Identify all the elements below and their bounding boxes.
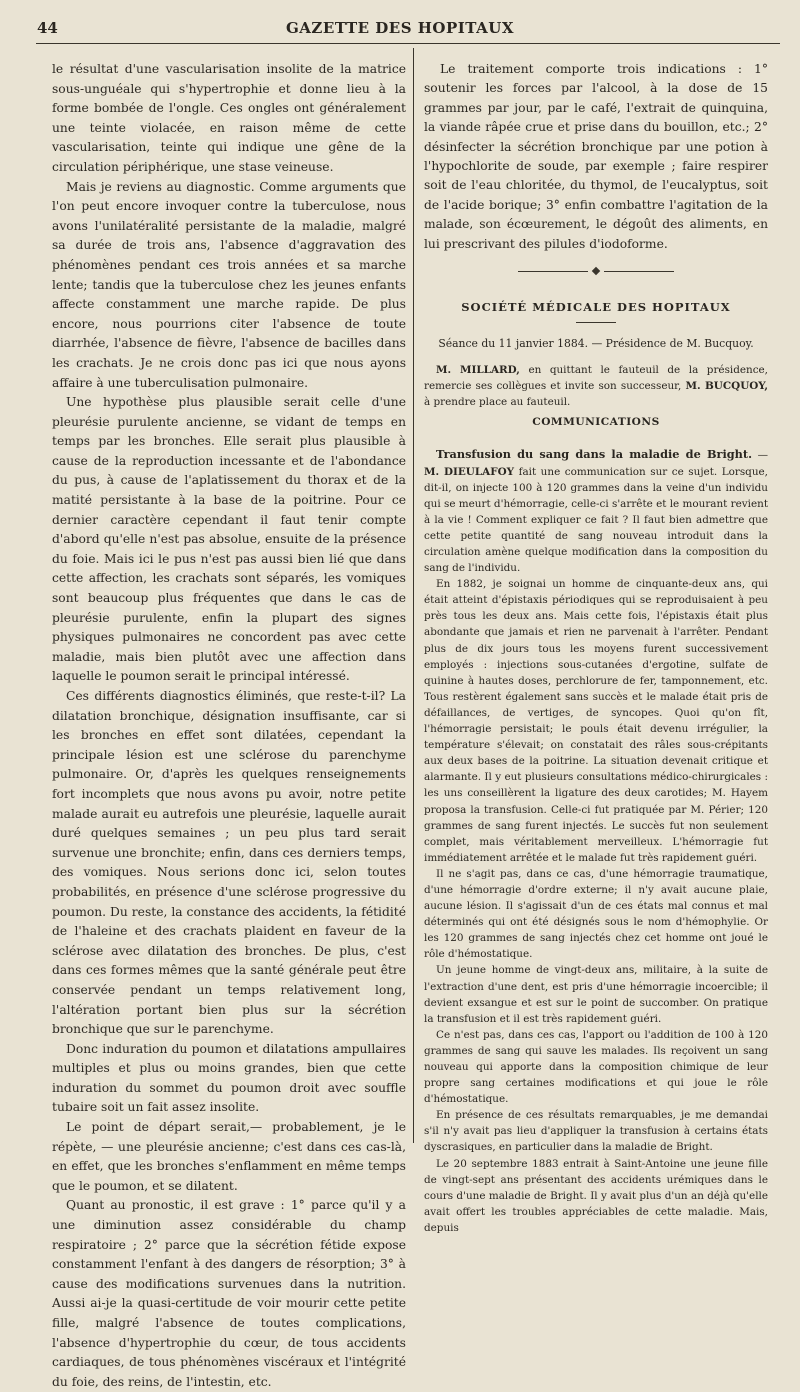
running-title: GAZETTE DES HOPITAUX — [285, 19, 514, 37]
paragraph: Ces différents diagnostics éliminés, que reste-t-il? La dilatation bronchique, désignation insuffisante, car si les bronches en effet sont dilatées, cependant la principale lésion est une sclérose du parenchyme pulmonaire. Or, d'après les quelques renseignements fort incomplets que nous avons pu avoir, notre petite malade aurait eu autrefois une pleurésie, laquelle aurait duré quelques semaines ; un peu plus tard serait survenue une bronchite; enfin, dans ces derniers temps, des vomiques. Nous serions donc ici, selon toutes probabilités, en présence d'une sclérose progressive du poumon. Du reste, la constance des accidents, la fétidité de l'haleine et des crachats plaident en faveur de la sclérose avec dilatation des bronches. De plus, c'est dans ces formes mêmes que la santé générale peut être conservée pendant un temps relativement long, l'altération portant bien plus sur la sécrétion bronchique que sur le parenchyme. — [52, 689, 406, 1037]
paragraph: En 1882, je soignai un homme de cinquante-deux ans, qui était atteint d'épistaxis périodiques qui se reproduisaient à peu près tous les deux ans. Mais cette fois, l'épistaxis était plus abondante que jamais et rien ne parvenait à l'arrêter. Pendant plus de dix jours tous les moyens furent successivement employés : injections sous-cutanées d'ergotine, sulfate de quinine à hautes doses, perchlorure de fer, tamponnement, etc. Tous restèrent également sans succès et le malade était pris de défaillances, de vertiges, de syncopes. Quoi qu'on fît, l'hémorragie persistait; le pouls était devenu irrégulier, la température s'élevait; on constatait des râles sous-crépitants aux deux bases de la poitrine. La situation devenait critique et alarmante. Il y eut plusieurs consultations médico-chirurgicales : les uns conseillèrent la ligature des deux carotides; M. Hayem proposa la transfusion. Celle-ci fut pratiquée par M. Périer; 120 grammes de sang furent injectés. Le succès fut non seulement complet, mais véritablement merveilleux. L'hémorragie fut immédiatement arrêtée et le malade fut très rapidement guéri. — [424, 578, 768, 864]
paragraph: Le 20 septembre 1883 entrait à Saint-Antoine une jeune fille de vingt-sept ans présentant des accidents urémiques dans le cours d'une maladie de Bright. Il y avait plus d'un an déjà qu'elle avait offert les troubles appréciables de cette maladie. Mais, depuis — [424, 1157, 768, 1234]
text-run: en quittant le fauteuil de la présidence, remercie ses collègues et invite son successeur, — [424, 364, 768, 393]
paragraph: le résultat d'une vascularisation insolite de la matrice sous-unguéale qui s'hypertrophie et donne lieu à la forme bombée de l'ongle. Ces ongles ont généralement une teinte violacée, en raison même de cette vascularisation, teinte qui indique une gêne de la circulation périphérique, une stase veineuse. — [52, 62, 406, 174]
text-run: fait une communication sur ce sujet. Lorsque, dit-il, on injecte 100 à 120 grammes dans la veine d'un individu qui se meurt d'hémorragie, celle-ci s'arrête et le mourant revient à la vie ! Comment expliquer ce fait ? Il faut bien admettre que cette petite quantité de sang nouveau introduit dans la circulation amène quelque modification dans la composition du sang de l'individu. — [424, 465, 768, 575]
page-number: 44 — [37, 19, 58, 37]
section-title: Transfusion du sang dans la maladie de Bright. — [436, 447, 753, 462]
speaker-name: M. BUCQUOY, — [685, 380, 768, 393]
paragraph: Il ne s'agit pas, dans ce cas, d'une hémorragie traumatique, d'une hémorragie d'ordre externe; il n'y avait aucune plaie, aucune lésion. Il s'agissait d'un de ces états mal connus et mal déterminés qui ont été désignés sous le nom d'hémophylie. Or les 120 grammes de sang injectés chez cet homme ont joué le rôle d'hémostatique. — [424, 867, 768, 961]
communications-heading: COMMUNICATIONS — [532, 416, 660, 429]
left-column — [52, 60, 406, 1392]
paragraph: Donc induration du poumon et dilatations ampullaires multiples et plus ou moins grandes, bien que cette induration du sommet du poumon droit avec souffle tubaire soit un fait assez insolite. — [52, 1041, 406, 1115]
diamond-icon — [592, 267, 600, 275]
transfusion-paragraph — [424, 446, 768, 576]
paragraph: Ce n'est pas, dans ces cas, l'apport ou l'addition de 100 à 120 grammes de sang qui sauve les malades. Ils reçoivent un sang nouveau qui apporte dans la composition chimique de leur propre sang certaines modifications et qui joue le rôle d'hémostatique. — [424, 1028, 768, 1106]
paragraph: Une hypothèse plus plausible serait celle d'une pleurésie purulente ancienne, se vidant de temps en temps par les bronches. Elle serait plus plausible à cause de la reproduction incessante et de l'abondance du pus, à cause de l'aplatissement du thorax et de la matité persistante à la base de la poitrine. Pour ce dernier caractère cependant il faut tenir compte d'abord qu'elle n'est pas absolue, ensuite de la présence du foie. Mais ici le pus n'est pas aussi bien lié que dans cette affection, les crachats sont séparés, les vomiques sont beaucoup plus fréquentes que dans le cas de pleurésie purulente, enfin la plupart des signes physiques pulmonaires ne concordent pas avec cette maladie, mais bien plutôt avec une affection dans laquelle le poumon serait le principal intéressé. — [52, 395, 406, 684]
ornament-line — [518, 271, 588, 272]
paragraph: Quant au pronostic, il est grave : 1° parce qu'il y a une diminution assez considérable du champ respiratoire ; 2° parce que la sécrétion fétide expose constamment l'enfant à des dangers de résorption; 3° à cause des modifications survenues dans la nutrition. Aussi ai-je la quasi-certitude de voir mourir cette petite fille, malgré l'absence de toutes complications, l'absence d'hypertrophie du cœur, de tous accidents cardiaques, de tous phénomènes viscéraux et l'intégrité du foie, des reins, de l'intestin, etc. — [52, 1198, 406, 1389]
millard-paragraph — [424, 362, 768, 410]
header-rule — [36, 43, 780, 44]
society-report — [424, 362, 768, 1236]
seance-line: Séance du 11 janvier 1884. — Présidence de M. Bucquoy. — [438, 337, 754, 351]
treatment-paragraph: Le traitement comporte trois indications : 1° soutenir les forces par l'alcool, à la dose de 15 grammes par jour, par le café, l'extrait de quinquina, la viande râpée crue et prise dans du bouillon, etc.; 2° désinfecter la sécrétion bronchique par une potion à l'hypochlorite de soude, par exemple ; faire respirer soit de l'eau chloritée, du thymol, de l'eucalyptus, soit de l'acide borique; 3° enfin combattre l'agitation de la malade, son écœurement, le dégoût des aliments, en lui prescrivant des pilules d'iodoforme. — [424, 62, 768, 251]
paragraph: En présence de ces résultats remarquables, je me demandai s'il n'y avait pas lieu d'appliquer la transfusion à certains états dyscrasiques, en particulier dans la maladie de Bright. — [424, 1109, 768, 1154]
column-divider — [413, 48, 414, 1143]
speaker-name: M. MILLARD, — [436, 364, 520, 377]
section-ornament — [424, 260, 768, 282]
society-title: SOCIÉTÉ MÉDICALE DES HOPITAUX — [461, 300, 731, 315]
ornament-line — [604, 271, 674, 272]
paragraph: Un jeune homme de vingt-deux ans, militaire, à la suite de l'extraction d'une dent, est pris d'une hémorragie incoercible; il devient exsangue et est sur le point de succomber. On pratique la transfusion et il est très rapidement guéri. — [424, 964, 768, 1025]
right-column — [424, 60, 768, 1236]
paragraph: Mais je reviens au diagnostic. Comme arguments que l'on peut encore invoquer contre la tuberculose, nous avons l'unilatéralité persistante de la maladie, malgré sa durée de trois ans, l'absence d'aggravation des phénomènes pendant ces trois années et sa marche lente; tandis que la tuberculose chez les jeunes enfants affecte constamment une marche rapide. De plus encore, nous pourrions citer l'absence de toute diarrhée, l'absence de fièvre, l'absence de bacilles dans les crachats. Je ne crois donc pas ici que nous ayons affaire à une tuberculisation pulmonaire. — [52, 179, 406, 390]
text-run: à prendre place au fauteuil. — [424, 396, 571, 409]
short-rule — [576, 322, 616, 323]
paragraph: Le point de départ serait,— probablement, je le répète, — une pleurésie ancienne; c'est dans ces cas-là, en effet, que les bronches s'enflamment en même temps que le poumon, et se dilatent. — [52, 1120, 406, 1193]
text-run: — — [752, 449, 768, 462]
speaker-name: M. DIEULAFOY — [424, 465, 515, 478]
